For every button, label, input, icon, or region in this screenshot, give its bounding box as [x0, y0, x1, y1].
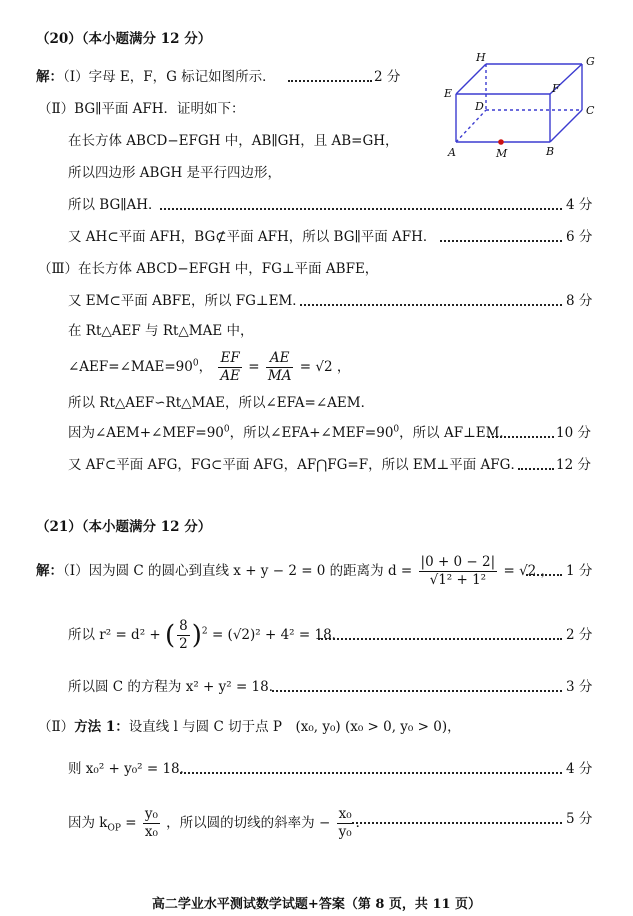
numerator: y₀: [144, 806, 158, 822]
q20-score-8: 8 分: [566, 293, 593, 309]
line-12-part-a: 因为∠AEM+∠MEF=90: [68, 425, 224, 441]
tangent-point-text: 设直线 l 与圆 C 切于点 P (x₀, y₀) (x₀ > 0, y₀ > 0)，: [128, 719, 461, 735]
q21-line-1: [36, 548, 554, 594]
q20-score-1: 2 分: [374, 69, 401, 85]
degree-mark: 0: [393, 424, 400, 435]
distance-text: （Ⅰ）因为圆 C 的圆心到直线 x + y − 2 = 0 的距离为 d =: [63, 563, 413, 579]
q21-line-5: 则 x₀² + y₀² = 18．: [68, 761, 194, 777]
score-leader: [488, 436, 554, 438]
degree-mark: 0: [223, 424, 230, 435]
q20-line-13: 又 AF⊂平面 AFG，FG⊂平面 AFG，AF⋂FG=F，所以 EM⊥平面 AFG．: [68, 457, 524, 473]
q20-line-12: [68, 424, 513, 442]
q20-line-5: 所以 BG∥AH．: [68, 197, 162, 213]
label-m: M: [496, 147, 508, 160]
denominator: √1² + 1²: [429, 572, 487, 588]
numerator: AE: [266, 350, 294, 368]
comma: ，: [198, 359, 213, 375]
point-m: [498, 139, 504, 145]
label-d: D: [475, 100, 484, 113]
fraction-y0-x0: [143, 806, 160, 841]
label-a: A: [448, 146, 456, 159]
score-leader: [160, 208, 562, 210]
score-leader: [352, 822, 562, 824]
q20-score-5: 4 分: [566, 197, 593, 213]
q20-line-1: [36, 68, 276, 86]
numerator: x₀: [337, 806, 354, 824]
denominator: x₀: [144, 824, 158, 840]
label-b: B: [546, 145, 555, 158]
denominator: MA: [267, 368, 292, 384]
q20-line-7: （Ⅲ）在长方体 ABCD−EFGH 中，FG⊥平面 ABFE，: [38, 261, 379, 277]
score-leader: [288, 80, 372, 82]
fraction-ae-ma: [266, 350, 294, 385]
ratio-result: = √2 ，: [299, 359, 351, 375]
q20-line-8: 又 EM⊂平面 ABFE，所以 FG⊥EM．: [68, 293, 306, 309]
equals-sign: =: [120, 815, 141, 831]
denominator: y₀: [338, 824, 352, 840]
line-12-part-b: ，所以∠EFA+∠MEF=90: [229, 425, 394, 441]
q21-line-3: 所以圆 C 的方程为 x² + y² = 18．: [68, 679, 283, 695]
q21-line-6: [68, 802, 369, 844]
q21-score-1: 1 分: [566, 563, 593, 579]
score-leader: [300, 304, 562, 306]
angle-equation: ∠AEF=∠MAE=90: [68, 359, 193, 375]
edge-ad: [456, 110, 486, 142]
q21-score-3: 3 分: [566, 679, 593, 695]
q21-solution-label: 解：: [36, 563, 63, 579]
q20-line-11: 所以 Rt△AEF∽Rt△MAE，所以∠EFA=∠AEM．: [68, 395, 375, 411]
numerator: |0 + 0 − 2|: [420, 554, 496, 570]
q21-line-2: [68, 612, 345, 659]
label-e: E: [444, 87, 453, 100]
edge-bc: [550, 110, 582, 142]
numerator: 8: [179, 618, 188, 634]
q20-line-10: $\angle AEF=\angle MAE=90^0$， $\frac{EF}{AE}$ = $\frac{AE}{MA}$ = √2 ，: [68, 350, 351, 384]
fraction-ef-ae: [218, 350, 242, 385]
q20-line-4: 所以四边形 ABGH 是平行四边形，: [68, 165, 282, 181]
radius-result: = (√2)² + 4² = 18．: [211, 627, 346, 643]
slope-k: 因为 k: [68, 815, 108, 831]
method-label: 方法 1：: [74, 719, 129, 735]
denominator: AE: [220, 368, 240, 384]
score-leader: [272, 690, 562, 692]
square-exponent: 2: [201, 626, 208, 637]
q20-header: （20）（本小题满分 12 分）: [36, 31, 212, 47]
label-c: C: [586, 104, 595, 117]
distance-result: = √2 ，: [503, 563, 555, 579]
cuboid-figure: [438, 48, 608, 164]
score-leader: [318, 638, 562, 640]
q20-score-12: 10 分: [556, 425, 591, 441]
edge-eh: [456, 64, 486, 94]
q21-score-5: 4 分: [566, 761, 593, 777]
q20-solution-label: 解：: [36, 69, 63, 85]
q21-line-4: [38, 718, 461, 736]
paren-close: ): [191, 620, 202, 651]
q20-line-3: 在长方体 ABCD−EFGH 中，AB∥GH，且 AB=GH，: [68, 133, 399, 149]
score-leader: [526, 574, 562, 576]
q20-score-6: 6 分: [566, 229, 593, 245]
q21-score-6: 5 分: [566, 811, 593, 827]
label-g: G: [586, 55, 595, 68]
period: ．: [355, 815, 370, 831]
tangent-slope-text: ，所以圆的切线的斜率为 −: [166, 815, 331, 831]
numerator: EF: [218, 350, 242, 368]
score-leader: [440, 240, 562, 242]
q21-score-2: 2 分: [566, 627, 593, 643]
radius-text: 所以 r² = d² +: [68, 627, 161, 643]
degree-mark: 0: [192, 358, 199, 369]
page-footer: 高二学业水平测试数学试题+答案（第 8 页，共 11 页）: [151, 897, 482, 912]
q20-line-6: 又 AH⊂平面 AFH，BG⊄平面 AFH，所以 BG∥平面 AFH．: [68, 229, 437, 245]
part-ii-label: （Ⅱ）: [38, 719, 75, 735]
line-12-part-c: ，所以 AF⊥EM．: [399, 425, 513, 441]
paren-open: (: [165, 620, 176, 651]
q20-line-9: 在 Rt△AEF 与 Rt△MAE 中，: [68, 323, 254, 339]
slope-subscript: OP: [107, 823, 121, 834]
q20-score-13: 12 分: [556, 457, 591, 473]
distance-fraction: [419, 554, 498, 589]
score-leader: [180, 772, 562, 774]
q20-line-1-text: （Ⅰ）字母 E，F，G 标记如图所示．: [63, 69, 276, 85]
label-h: H: [476, 51, 486, 64]
label-f: F: [552, 82, 560, 95]
denominator: 2: [179, 636, 188, 652]
q21-header: （21）（本小题满分 12 分）: [36, 519, 212, 535]
score-leader: [518, 468, 554, 470]
fraction-8-2: [177, 618, 190, 653]
q20-line-2: （Ⅱ）BG∥平面 AFH．证明如下：: [38, 101, 245, 117]
